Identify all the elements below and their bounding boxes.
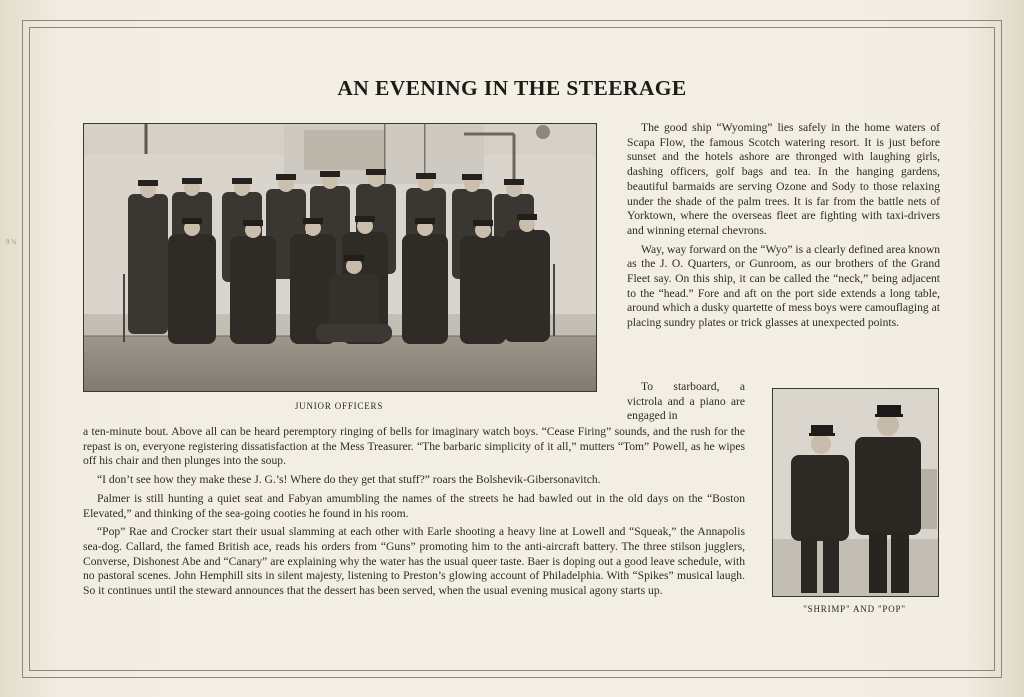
margin-mark: 9 ¼ <box>6 238 17 246</box>
article-narrow-column <box>627 380 745 424</box>
paragraph-continuation: a ten-minute bout. Above all can be heard peremptory ringing of bells for imaginary watch boys. “Cease Firing” sounds, and the rush for the repast is on, everyone registering dissatisfaction at the Mess Treasurer. “The barbaric simplicity of it all,” mutters “Tom” Powell, as he wipes off his chair and then plunges into the soup. <box>83 425 745 468</box>
page-title: AN EVENING IN THE STEERAGE <box>337 76 687 100</box>
junior-officers-photo <box>83 123 597 392</box>
junior-officers-caption: JUNIOR OFFICERS <box>294 401 384 411</box>
shrimp-and-pop-caption: "SHRIMP" AND "POP" <box>803 604 906 614</box>
paragraph: Palmer is still hunting a quiet seat and Fabyan amumbling the names of the streets he had bawled out in the old days on the “Boston Elevated,” and thinking of the sea-going cooties he found in his room. <box>83 491 745 520</box>
article-column-bottom <box>83 425 745 599</box>
paragraph: The good ship “Wyoming” lies safely in the home waters of Scapa Flow, the famous Scotch watering resort. It is just before sunset and the hotels ashore are thronged with laughing girls, dashing officers, golf bags and tea. In the hanging gardens, beautiful barmaids are serving Ozone and Sody to those relaxing under the shade of the palm trees. It is far from the battle nets of Yorktown, where the overseas fleet are fighting with taxi-drivers and winning eternal chevrons. <box>627 121 940 237</box>
junior-officers-photo-image <box>84 124 596 391</box>
shrimp-and-pop-photo-image <box>773 389 938 596</box>
article-column-right <box>627 121 940 331</box>
paragraph: “Pop” Rae and Crocker start their usual slamming at each other with Earle shooting a heavy line at Lowell and “Squeak,” the Annapolis sea-dog. Callard, the famed British ace, reads his orders from “Guns” promoting him to the anti-aircraft battery. The three stilson jugglers, Converse, Dishonest Abe and “Canary” are explaining why the water has the usual queer taste. Baer is doping out a good leave schedule, with no pastoral scenes. John Hemphill sits in silent majesty, listening to Preston’s glowing account of Philadelphia. With “Spikes” musical laugh. So it continues until the steward announces that the dessert has been served, when the usual evening musical agony starts up. <box>83 525 745 598</box>
paragraph: To starboard, a victrola and a piano are engaged in <box>627 380 745 423</box>
paragraph: Way, way forward on the “Wyo” is a clearly defined area known as the J. O. Quarters, or Gunroom, as our brothers of the Grand Fleet say. On this ship, it can be called the “neck,” being adjacent to the “head.” Fore and aft on the port side extends a long table, around which a dusky quartette of mess boys were camouflaging at placing sundry plates or trick glasses at unexpected points. <box>627 242 940 330</box>
shrimp-and-pop-photo <box>772 388 939 597</box>
paragraph: “I don’t see how they make these J. G.’s! Where do they get that stuff?” roars the Bolshevik-Gibersonavitch. <box>97 473 601 487</box>
